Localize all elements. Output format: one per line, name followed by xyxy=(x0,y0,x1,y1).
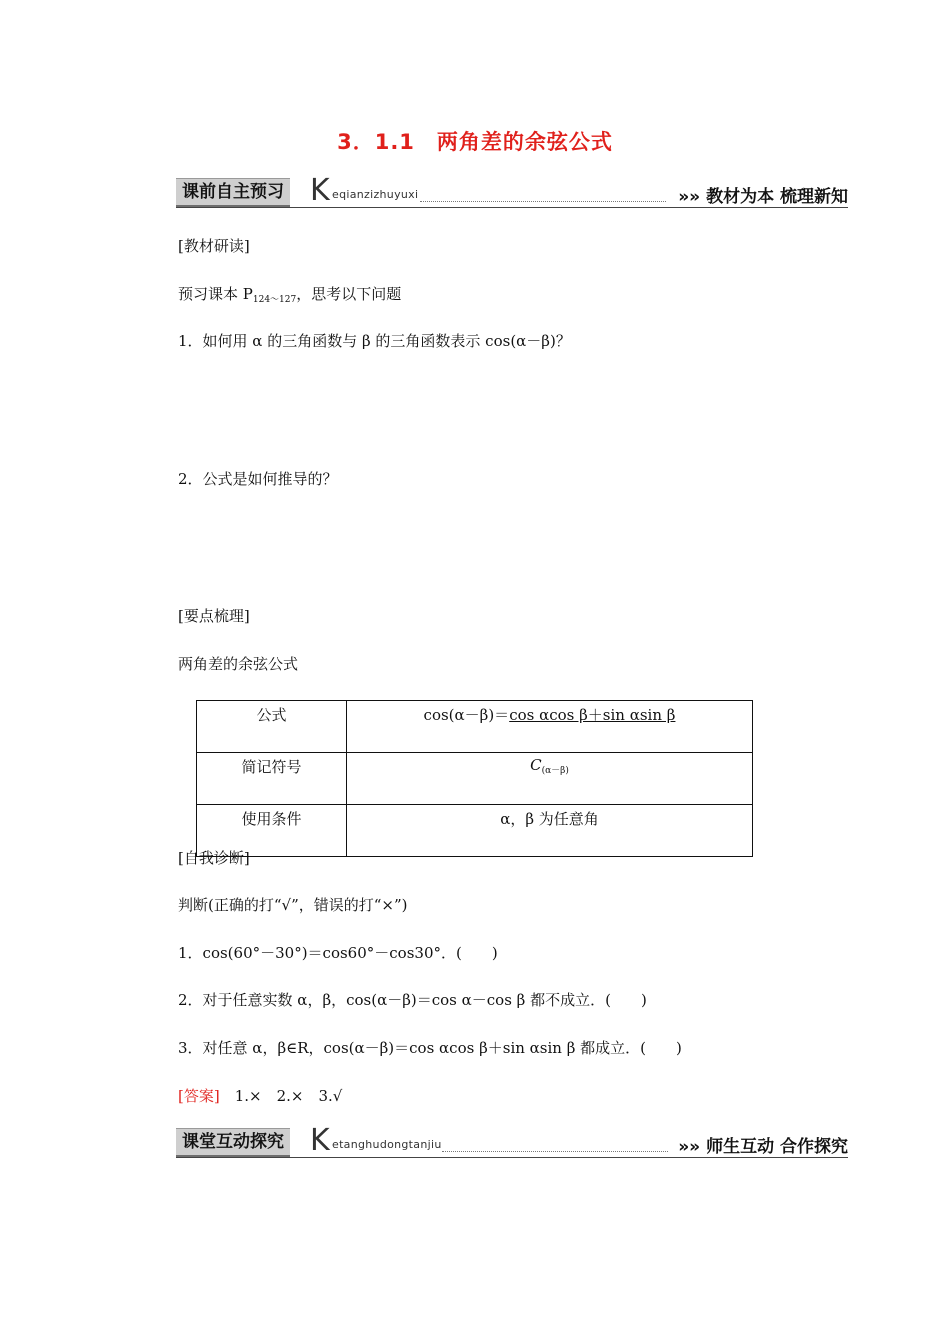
section-heading-textbook: [教材研读] xyxy=(178,237,250,255)
table-row xyxy=(197,701,753,753)
symbol-cell: $C_{(\alpha-\beta)}$ xyxy=(347,753,753,805)
judge-instruction: 判断(正确的打“√”，错误的打“×”) xyxy=(178,896,408,914)
preview-instruction: 预习课本 $P_{124\sim 127}$，思考以下问题 xyxy=(178,285,402,305)
section-banner-preview xyxy=(176,173,848,210)
section-heading-self-check: [自我诊断] xyxy=(178,849,250,867)
table-row xyxy=(197,805,753,857)
page-range: 124～127 xyxy=(252,295,297,305)
table-label: 简记符号 xyxy=(197,753,347,805)
banner-dotted-rule xyxy=(442,1151,668,1152)
answer-text: 1.× 2.× 3.√ xyxy=(234,1087,343,1105)
table-label: 使用条件 xyxy=(197,805,347,857)
banner-rule xyxy=(176,1157,848,1158)
topic-heading: 两角差的余弦公式 xyxy=(178,655,299,673)
banner-pinyin: eqianzizhuyuxi xyxy=(332,188,419,201)
banner-pinyin: etanghudongtanjiu xyxy=(332,1138,442,1151)
banner-rule xyxy=(176,207,848,208)
statement-3: 3．对任意 α，β∈R，cos(α－β)＝cos αcos β＋sin αsin β 都成立．( ) xyxy=(178,1039,682,1057)
formula-table xyxy=(196,700,753,857)
table-row xyxy=(197,753,753,805)
answer-line xyxy=(178,1086,342,1106)
chevrons-icon: »» xyxy=(678,1137,701,1157)
chevrons-icon: »» xyxy=(678,187,701,207)
banner-tag: 课堂互动探究 xyxy=(176,1128,290,1157)
banner-dotted-rule xyxy=(420,201,666,202)
statement-1: 1．cos(60°－30°)＝cos60°－cos30°．( ) xyxy=(178,944,498,962)
table-label: 公式 xyxy=(197,701,347,753)
question-2: 2．公式是如何推导的？ xyxy=(178,470,338,488)
answer-label: [答案] xyxy=(178,1087,220,1105)
condition-cell: α，β 为任意角 xyxy=(347,805,753,857)
formula-cell: cos(α－β)＝cos αcos β＋sin αsin β xyxy=(347,701,753,753)
banner-capital-letter: K xyxy=(310,173,330,208)
page-title: 3．1.1 两角差的余弦公式 xyxy=(337,130,613,154)
formula-answer: cos αcos β＋sin αsin β xyxy=(509,706,676,724)
banner-right-text: »» 师生互动 合作探究 xyxy=(678,1137,848,1157)
statement-2: 2．对于任意实数 α，β，cos(α－β)＝cos α－cos β 都不成立．( ) xyxy=(178,991,647,1009)
section-banner-classroom xyxy=(176,1123,848,1160)
question-1: 1．如何用 α 的三角函数与 β 的三角函数表示 cos(α－β)？ xyxy=(178,332,571,350)
banner-right-text: »» 教材为本 梳理新知 xyxy=(678,187,848,207)
banner-capital-letter: K xyxy=(310,1123,330,1158)
banner-tag: 课前自主预习 xyxy=(176,178,290,207)
section-heading-keypoints: [要点梳理] xyxy=(178,607,250,625)
